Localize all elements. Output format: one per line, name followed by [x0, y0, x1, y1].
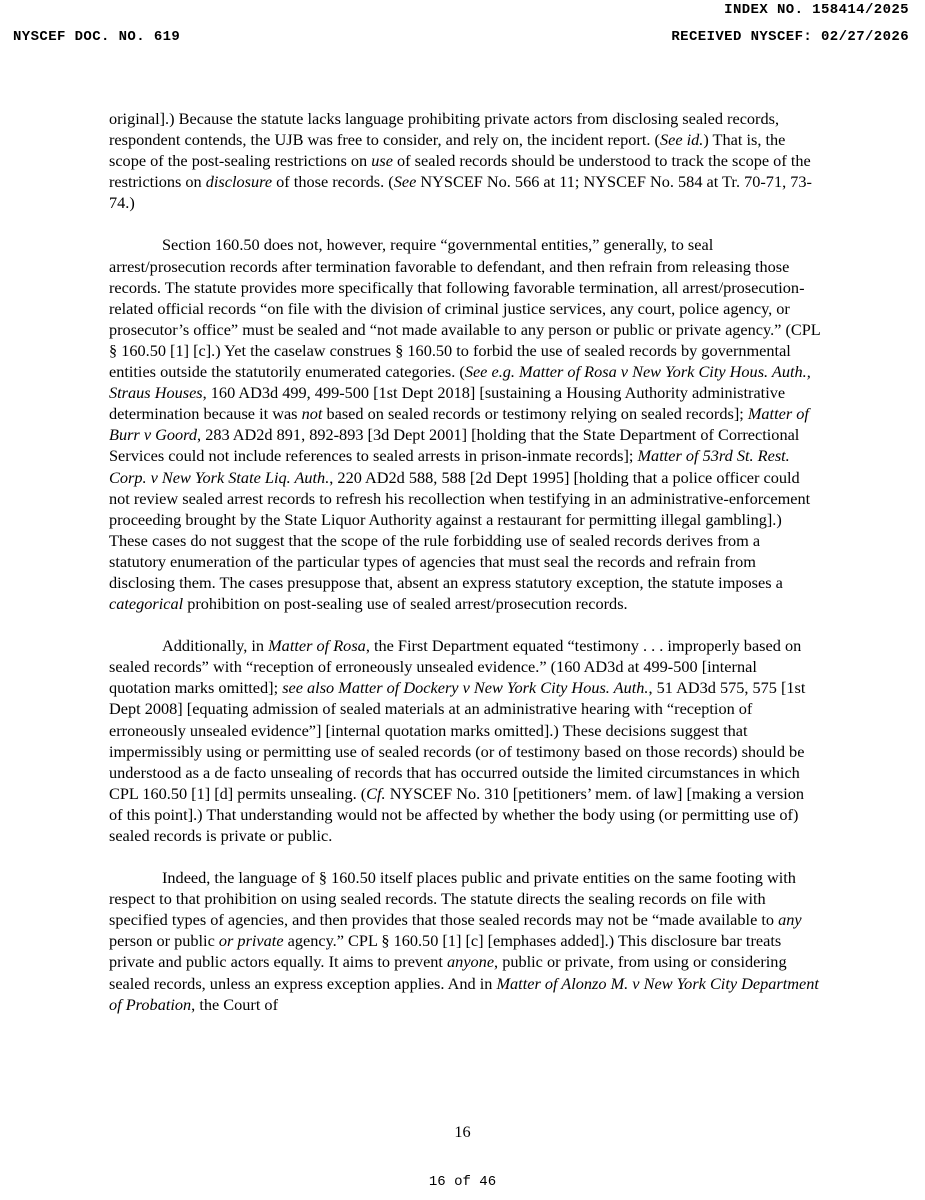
document-body: [109, 108, 821, 1036]
text-run: , public or private, from using or considering sealed records, unless an express exception applies. And in: [109, 952, 787, 993]
paragraph-2: [109, 234, 821, 614]
nyscef-doc-number: NYSCEF DOC. NO. 619: [13, 29, 181, 45]
italic-text-run: Matter of 53rd St. Rest. Corp. v New York State Liq. Auth.: [109, 446, 790, 487]
text-run: ) That is, the scope of the post-sealing restrictions on: [109, 130, 786, 171]
paragraph-4: [109, 867, 821, 1015]
italic-text-run: disclosure: [205, 172, 273, 192]
text-run: of those records. (: [272, 172, 394, 192]
italic-text-run: Cf.: [366, 783, 386, 803]
text-run: , the Court of: [191, 994, 278, 1014]
text-run: NYSCEF No. 310 [petitioners’ mem. of law] [making a version of this point].) That understanding would not be affected by whether the body using (or permitting use of) sealed records is private or public.: [109, 783, 805, 845]
italic-text-run: See id.: [659, 130, 704, 150]
italic-text-run: see also Matter of Dockery v New York City Hous. Auth.: [282, 678, 649, 698]
text-run: , the First Department equated “testimony . . . improperly based on sealed records” with “reception of erroneously unsealed evidence.” (160 AD3d at 499-500 [internal quotation marks omitted];: [109, 636, 802, 698]
text-run: of sealed records should be understood to track the scope of the restrictions on: [109, 151, 811, 192]
italic-text-run: not: [301, 404, 323, 424]
text-run: agency.” CPL § 160.50 [1] [c] [emphases added].) This disclosure bar treats private and public actors equally. It aims to prevent: [109, 931, 782, 972]
text-run: Additionally, in: [162, 636, 269, 656]
italic-text-run: Matter of Rosa: [268, 636, 366, 656]
text-run: NYSCEF No. 566 at 11; NYSCEF No. 584 at Tr. 70-71, 73-74.): [109, 172, 812, 213]
text-run: , 283 AD2d 891, 892-893 [3d Dept 2001] [holding that the State Department of Correctional Services could not include references to sealed arrests in prison-inmate records];: [109, 425, 800, 466]
paragraph-1: [109, 108, 821, 213]
paragraph-3: [109, 635, 821, 846]
italic-text-run: or private: [218, 931, 284, 951]
text-run: , 160 AD3d 499, 499-500 [1st Dept 2018] [sustaining a Housing Authority administrative determination because it was: [109, 383, 786, 424]
italic-text-run: See e.g. Matter of Rosa v New York City Hous. Auth., Straus Houses: [109, 362, 811, 403]
text-run: original].) Because the statute lacks language prohibiting private actors from disclosing sealed records, respondent contends, the UJB was free to consider, and rely on, the incident report. (: [109, 109, 780, 150]
italic-text-run: Matter of Burr v Goord: [109, 404, 809, 445]
italic-text-run: See: [393, 172, 417, 192]
received-date: RECEIVED NYSCEF: 02/27/2026: [671, 29, 909, 45]
text-run: based on sealed records or testimony relying on sealed records];: [322, 404, 748, 424]
text-run: Indeed, the language of § 160.50 itself places public and private entities on the same footing with respect to that prohibition on using sealed records. The statute directs the sealing records on file with specified types of agencies, and then provides that those sealed records may not be “made available to: [109, 868, 796, 930]
text-run: prohibition on post-sealing use of sealed arrest/prosecution records.: [183, 594, 628, 614]
italic-text-run: any: [778, 910, 802, 930]
italic-text-run: categorical: [109, 594, 184, 614]
page-count: 16 of 46: [428, 1174, 497, 1190]
text-run: Section 160.50 does not, however, require “governmental entities,” generally, to seal arrest/prosecution records after termination favorable to defendant, and then refrain from releasing those records. The statute provides more specifically that following favorable termination, all arrest/prosecution-related official records “on file with the division of criminal justice services, any court, police agency, or prosecutor’s office” must be sealed and “not made available to any person or public or private agency.” (CPL § 160.50 [1] [c].) Yet the caselaw construes § 160.50 to forbid the use of sealed records by governmental entities outside the statutorily enumerated categories. (: [109, 235, 821, 382]
text-run: , 220 AD2d 588, 588 [2d Dept 1995] [holding that a police officer could not review sealed arrest records to refresh his recollection when testifying in an administrative-enforcement proceeding brought by the State Liquor Authority against a restaurant for permitting illegal gambling].) These cases do not suggest that the scope of the rule forbidding use of sealed records derives from a statutory enumeration of the particular types of agencies that must seal the records and refrain from disclosing them. The cases presuppose that, absent an express statutory exception, the statute imposes a: [109, 467, 811, 592]
index-number: INDEX NO. 158414/2025: [724, 2, 909, 18]
page-number: 16: [454, 1122, 471, 1141]
italic-text-run: use: [371, 151, 393, 171]
text-run: person or public: [109, 931, 219, 951]
italic-text-run: Matter of Alonzo M. v New York City Department of Probation: [109, 973, 819, 1014]
text-run: , 51 AD3d 575, 575 [1st Dept 2008] [equating admission of sealed materials at an administrative hearing with “reception of erroneously unsealed evidence”] [internal quotation marks omitted].) These decisions suggest that impermissibly using or permitting use of sealed records (or of testimony based on those records) should be understood as a de facto unsealing of records that has occurred outside the limited circumstances in which CPL 160.50 [1] [d] permits unsealing. (: [109, 678, 806, 803]
italic-text-run: anyone: [447, 952, 495, 972]
